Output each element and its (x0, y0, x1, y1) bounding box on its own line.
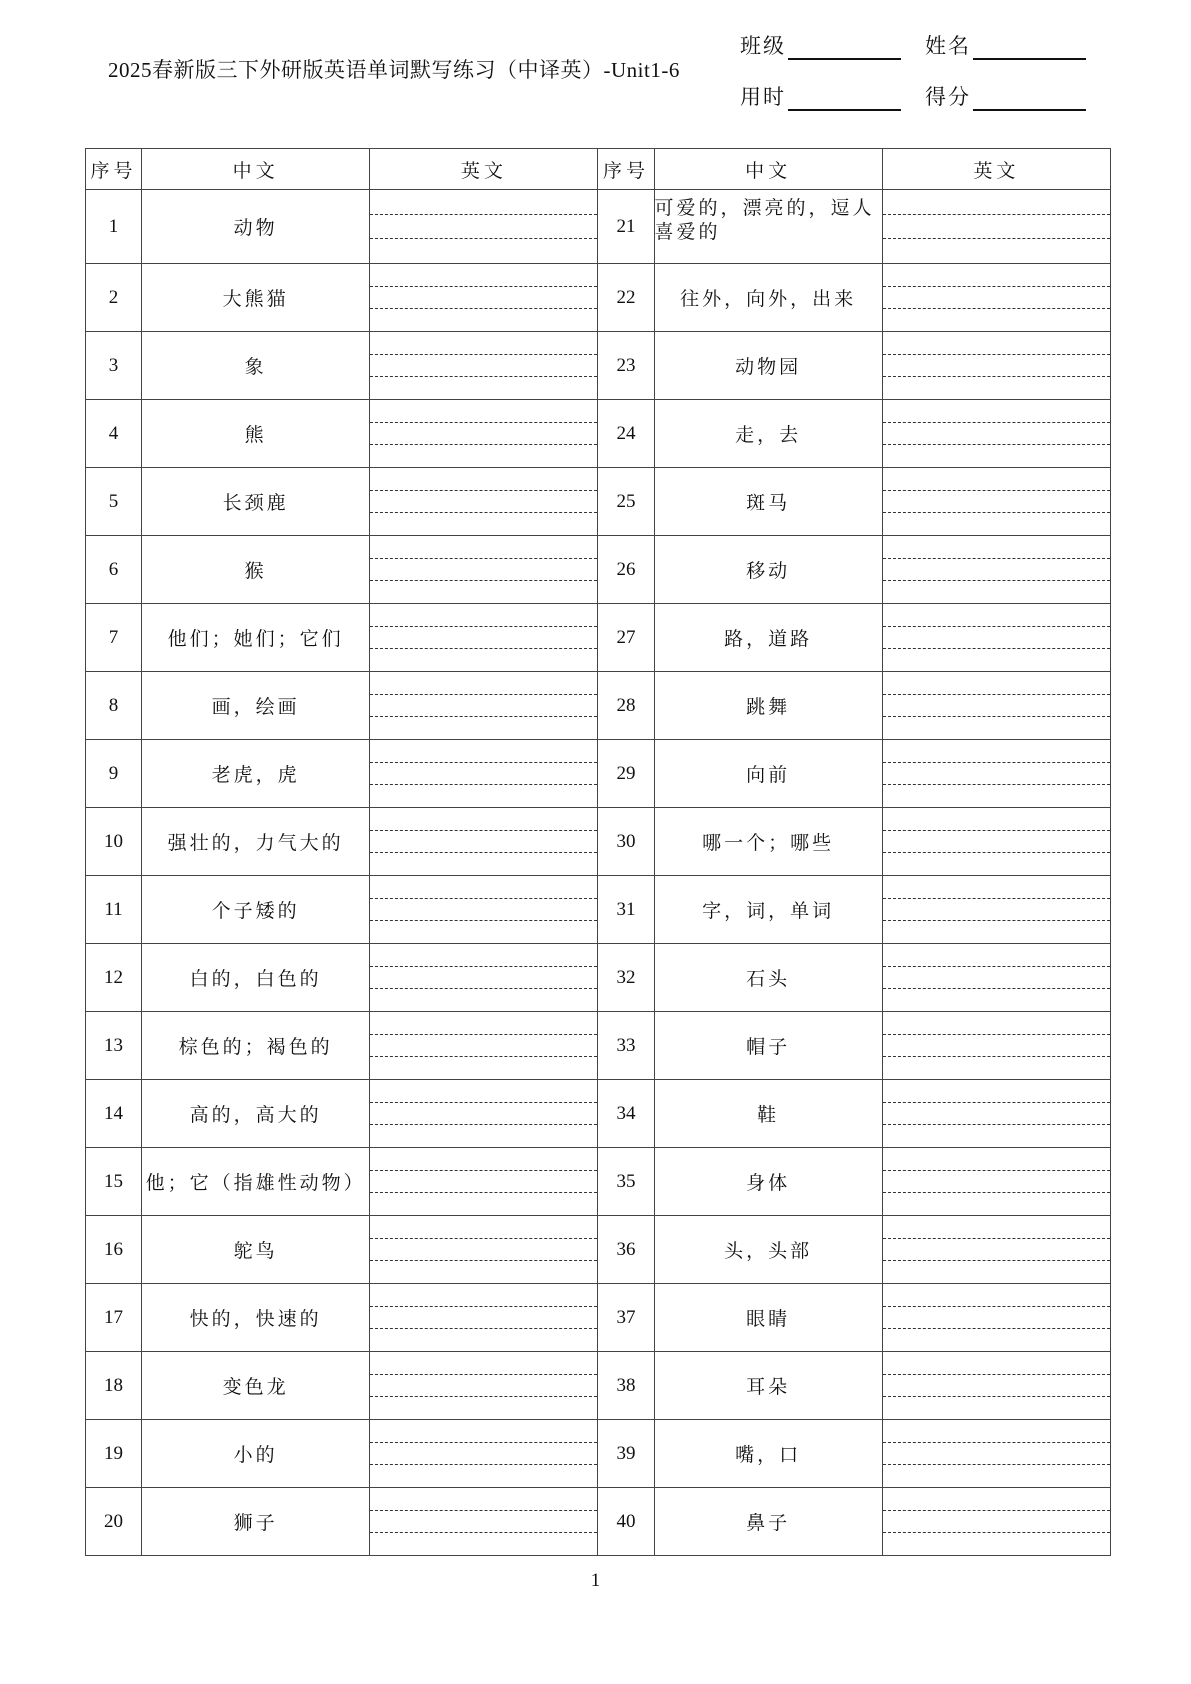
english-answer-cell[interactable] (882, 264, 1110, 332)
chinese-word: 走，去 (654, 400, 882, 468)
dashed-guide-line (370, 1238, 597, 1239)
table-row (86, 1488, 1111, 1556)
item-number: 13 (86, 1012, 142, 1080)
table-row (86, 1148, 1111, 1216)
english-answer-cell[interactable] (370, 808, 598, 876)
english-answer-cell[interactable] (882, 876, 1110, 944)
name-label: 姓名 (925, 34, 971, 58)
name-blank-line[interactable] (973, 38, 1086, 60)
dashed-guide-line (883, 830, 1110, 831)
dashed-guide-line (370, 376, 597, 377)
chinese-word: 路，道路 (654, 604, 882, 672)
dashed-guide-line (370, 1396, 597, 1397)
chinese-word: 小的 (142, 1420, 370, 1488)
table-row (86, 944, 1111, 1012)
dashed-guide-line (370, 762, 597, 763)
chinese-word: 帽子 (654, 1012, 882, 1080)
chinese-word: 熊 (142, 400, 370, 468)
chinese-word: 眼睛 (654, 1284, 882, 1352)
item-number: 18 (86, 1352, 142, 1420)
english-answer-cell[interactable] (370, 740, 598, 808)
header-english-right: 英文 (882, 149, 1110, 190)
english-answer-cell[interactable] (370, 1216, 598, 1284)
dashed-guide-line (370, 1170, 597, 1171)
chinese-word: 老虎，虎 (142, 740, 370, 808)
english-answer-cell[interactable] (370, 1284, 598, 1352)
dashed-guide-line (370, 648, 597, 649)
item-number: 15 (86, 1148, 142, 1216)
item-number: 22 (598, 264, 654, 332)
english-answer-cell[interactable] (882, 808, 1110, 876)
english-answer-cell[interactable] (370, 1012, 598, 1080)
table-row (86, 876, 1111, 944)
english-answer-cell[interactable] (370, 400, 598, 468)
dashed-guide-line (883, 920, 1110, 921)
score-field[interactable] (925, 81, 1086, 111)
item-number: 5 (86, 468, 142, 536)
english-answer-cell[interactable] (882, 400, 1110, 468)
english-answer-cell[interactable] (882, 332, 1110, 400)
item-number: 14 (86, 1080, 142, 1148)
dashed-guide-line (370, 1192, 597, 1193)
dashed-guide-line (883, 1532, 1110, 1533)
table-row (86, 808, 1111, 876)
dashed-guide-line (883, 1056, 1110, 1057)
chinese-word: 斑马 (654, 468, 882, 536)
dashed-guide-line (883, 1396, 1110, 1397)
chinese-word: 向前 (654, 740, 882, 808)
header-chinese-left: 中文 (142, 149, 370, 190)
chinese-word: 鞋 (654, 1080, 882, 1148)
dashed-guide-line (883, 1464, 1110, 1465)
table-row (86, 1284, 1111, 1352)
dashed-guide-line (883, 214, 1110, 215)
chinese-word: 画，绘画 (142, 672, 370, 740)
english-answer-cell[interactable] (882, 1488, 1110, 1556)
dashed-guide-line (883, 716, 1110, 717)
item-number: 9 (86, 740, 142, 808)
dashed-guide-line (370, 1260, 597, 1261)
dashed-guide-line (883, 1102, 1110, 1103)
item-number: 20 (86, 1488, 142, 1556)
dashed-guide-line (883, 444, 1110, 445)
english-answer-cell[interactable] (882, 1012, 1110, 1080)
item-number: 12 (86, 944, 142, 1012)
chinese-word: 快的，快速的 (142, 1284, 370, 1352)
chinese-word: 石头 (654, 944, 882, 1012)
chinese-word: 动物园 (654, 332, 882, 400)
dashed-guide-line (883, 1192, 1110, 1193)
dashed-guide-line (370, 490, 597, 491)
dashed-guide-line (883, 558, 1110, 559)
english-answer-cell[interactable] (370, 1352, 598, 1420)
dashed-guide-line (883, 238, 1110, 239)
item-number: 10 (86, 808, 142, 876)
item-number: 23 (598, 332, 654, 400)
english-answer-cell[interactable] (882, 536, 1110, 604)
dashed-guide-line (370, 830, 597, 831)
dashed-guide-line (370, 1306, 597, 1307)
class-label: 班级 (740, 34, 786, 58)
table-row (86, 604, 1111, 672)
dashed-guide-line (883, 286, 1110, 287)
english-answer-cell[interactable] (370, 604, 598, 672)
chinese-word: 猴 (142, 536, 370, 604)
dashed-guide-line (883, 376, 1110, 377)
table-row (86, 332, 1111, 400)
dashed-guide-line (883, 1124, 1110, 1125)
item-number: 3 (86, 332, 142, 400)
dashed-guide-line (370, 580, 597, 581)
table-row (86, 468, 1111, 536)
dashed-guide-line (883, 784, 1110, 785)
chinese-word: 长颈鹿 (142, 468, 370, 536)
item-number: 33 (598, 1012, 654, 1080)
class-blank-line[interactable] (788, 38, 901, 60)
english-answer-cell[interactable] (882, 1148, 1110, 1216)
item-number: 19 (86, 1420, 142, 1488)
chinese-word: 鸵鸟 (142, 1216, 370, 1284)
dashed-guide-line (370, 354, 597, 355)
header-number-right: 序号 (598, 149, 654, 190)
dashed-guide-line (370, 1532, 597, 1533)
name-field[interactable] (925, 30, 1086, 60)
item-number: 29 (598, 740, 654, 808)
table-row (86, 190, 1111, 264)
item-number: 24 (598, 400, 654, 468)
table-row (86, 400, 1111, 468)
chinese-word: 耳朵 (654, 1352, 882, 1420)
dashed-guide-line (370, 626, 597, 627)
dashed-guide-line (370, 1442, 597, 1443)
chinese-word: 大熊猫 (142, 264, 370, 332)
worksheet-title: 2025春新版三下外研版英语单词默写练习（中译英）-Unit1-6 (108, 58, 680, 82)
dashed-guide-line (883, 694, 1110, 695)
item-number: 2 (86, 264, 142, 332)
chinese-word: 移动 (654, 536, 882, 604)
item-number: 28 (598, 672, 654, 740)
table-row (86, 672, 1111, 740)
dashed-guide-line (883, 1510, 1110, 1511)
item-number: 39 (598, 1420, 654, 1488)
score-label: 得分 (925, 85, 971, 109)
class-field[interactable] (740, 30, 901, 60)
dashed-guide-line (883, 898, 1110, 899)
english-answer-cell[interactable] (370, 1420, 598, 1488)
chinese-word: 象 (142, 332, 370, 400)
table-header-row (86, 149, 1111, 190)
dashed-guide-line (370, 966, 597, 967)
dashed-guide-line (883, 308, 1110, 309)
chinese-word: 他们；她们；它们 (142, 604, 370, 672)
dashed-guide-line (370, 558, 597, 559)
time-label: 用时 (740, 85, 786, 109)
time-blank-line[interactable] (788, 89, 901, 111)
item-number: 27 (598, 604, 654, 672)
chinese-word: 高的，高大的 (142, 1080, 370, 1148)
dashed-guide-line (883, 966, 1110, 967)
dashed-guide-line (883, 1238, 1110, 1239)
english-answer-cell[interactable] (882, 672, 1110, 740)
english-answer-cell[interactable] (882, 604, 1110, 672)
item-number: 25 (598, 468, 654, 536)
dashed-guide-line (370, 1056, 597, 1057)
english-answer-cell[interactable] (882, 944, 1110, 1012)
chinese-word: 可爱的，漂亮的，逗人喜爱的 (654, 190, 882, 264)
vocabulary-table (85, 148, 1111, 1556)
dashed-guide-line (370, 214, 597, 215)
dashed-guide-line (883, 1034, 1110, 1035)
item-number: 16 (86, 1216, 142, 1284)
item-number: 4 (86, 400, 142, 468)
english-answer-cell[interactable] (882, 1284, 1110, 1352)
dashed-guide-line (883, 988, 1110, 989)
dashed-guide-line (370, 784, 597, 785)
meta-row-time-score (740, 81, 1110, 111)
dashed-guide-line (883, 1442, 1110, 1443)
item-number: 26 (598, 536, 654, 604)
english-answer-cell[interactable] (370, 190, 598, 264)
dashed-guide-line (370, 1374, 597, 1375)
english-answer-cell[interactable] (370, 1488, 598, 1556)
chinese-word: 强壮的，力气大的 (142, 808, 370, 876)
item-number: 31 (598, 876, 654, 944)
dashed-guide-line (883, 1306, 1110, 1307)
dashed-guide-line (370, 308, 597, 309)
item-number: 11 (86, 876, 142, 944)
english-answer-cell[interactable] (370, 876, 598, 944)
chinese-word: 嘴，口 (654, 1420, 882, 1488)
item-number: 34 (598, 1080, 654, 1148)
english-answer-cell[interactable] (370, 1080, 598, 1148)
item-number: 32 (598, 944, 654, 1012)
header-number-left: 序号 (86, 149, 142, 190)
dashed-guide-line (883, 422, 1110, 423)
english-answer-cell[interactable] (370, 1148, 598, 1216)
score-blank-line[interactable] (973, 89, 1086, 111)
chinese-word: 白的，白色的 (142, 944, 370, 1012)
header-chinese-right: 中文 (654, 149, 882, 190)
dashed-guide-line (370, 716, 597, 717)
chinese-word: 动物 (142, 190, 370, 264)
english-answer-cell[interactable] (370, 944, 598, 1012)
dashed-guide-line (370, 286, 597, 287)
dashed-guide-line (883, 852, 1110, 853)
header-english-left: 英文 (370, 149, 598, 190)
item-number: 8 (86, 672, 142, 740)
dashed-guide-line (370, 898, 597, 899)
item-number: 1 (86, 190, 142, 264)
dashed-guide-line (883, 762, 1110, 763)
table-row (86, 1080, 1111, 1148)
table-row (86, 1216, 1111, 1284)
chinese-word: 往外，向外，出来 (654, 264, 882, 332)
dashed-guide-line (370, 852, 597, 853)
english-answer-cell[interactable] (882, 468, 1110, 536)
chinese-word: 字，词，单词 (654, 876, 882, 944)
dashed-guide-line (883, 1170, 1110, 1171)
dashed-guide-line (370, 1034, 597, 1035)
chinese-word: 个子矮的 (142, 876, 370, 944)
time-field[interactable] (740, 81, 901, 111)
dashed-guide-line (370, 422, 597, 423)
dashed-guide-line (370, 1464, 597, 1465)
table-row (86, 1420, 1111, 1488)
item-number: 35 (598, 1148, 654, 1216)
item-number: 37 (598, 1284, 654, 1352)
item-number: 36 (598, 1216, 654, 1284)
meta-row-class-name (740, 30, 1110, 60)
chinese-word: 狮子 (142, 1488, 370, 1556)
item-number: 21 (598, 190, 654, 264)
english-answer-cell[interactable] (370, 672, 598, 740)
item-number: 17 (86, 1284, 142, 1352)
table-row (86, 740, 1111, 808)
dashed-guide-line (370, 1124, 597, 1125)
dashed-guide-line (883, 626, 1110, 627)
chinese-word: 变色龙 (142, 1352, 370, 1420)
dashed-guide-line (883, 1374, 1110, 1375)
dashed-guide-line (883, 1328, 1110, 1329)
table-row (86, 1352, 1111, 1420)
chinese-word: 他；它（指雄性动物） (142, 1148, 370, 1216)
dashed-guide-line (370, 694, 597, 695)
dashed-guide-line (370, 988, 597, 989)
english-answer-cell[interactable] (370, 332, 598, 400)
item-number: 38 (598, 1352, 654, 1420)
dashed-guide-line (370, 1102, 597, 1103)
dashed-guide-line (883, 1260, 1110, 1261)
english-answer-cell[interactable] (882, 1420, 1110, 1488)
item-number: 7 (86, 604, 142, 672)
chinese-word: 头，头部 (654, 1216, 882, 1284)
english-answer-cell[interactable] (370, 536, 598, 604)
dashed-guide-line (370, 1328, 597, 1329)
dashed-guide-line (370, 512, 597, 513)
english-answer-cell[interactable] (882, 1080, 1110, 1148)
item-number: 6 (86, 536, 142, 604)
chinese-word: 哪一个；哪些 (654, 808, 882, 876)
dashed-guide-line (370, 1510, 597, 1511)
english-answer-cell[interactable] (370, 264, 598, 332)
chinese-word: 鼻子 (654, 1488, 882, 1556)
english-answer-cell[interactable] (882, 1352, 1110, 1420)
dashed-guide-line (883, 580, 1110, 581)
dashed-guide-line (883, 648, 1110, 649)
dashed-guide-line (883, 354, 1110, 355)
english-answer-cell[interactable] (882, 1216, 1110, 1284)
table-row (86, 1012, 1111, 1080)
dashed-guide-line (883, 490, 1110, 491)
item-number: 30 (598, 808, 654, 876)
english-answer-cell[interactable] (882, 740, 1110, 808)
table-row (86, 536, 1111, 604)
dashed-guide-line (370, 238, 597, 239)
chinese-word: 身体 (654, 1148, 882, 1216)
chinese-word: 跳舞 (654, 672, 882, 740)
dashed-guide-line (370, 444, 597, 445)
english-answer-cell[interactable] (882, 190, 1110, 264)
item-number: 40 (598, 1488, 654, 1556)
english-answer-cell[interactable] (370, 468, 598, 536)
chinese-word: 棕色的；褐色的 (142, 1012, 370, 1080)
dashed-guide-line (883, 512, 1110, 513)
page-number: 1 (590, 1570, 601, 1591)
table-row (86, 264, 1111, 332)
dashed-guide-line (370, 920, 597, 921)
